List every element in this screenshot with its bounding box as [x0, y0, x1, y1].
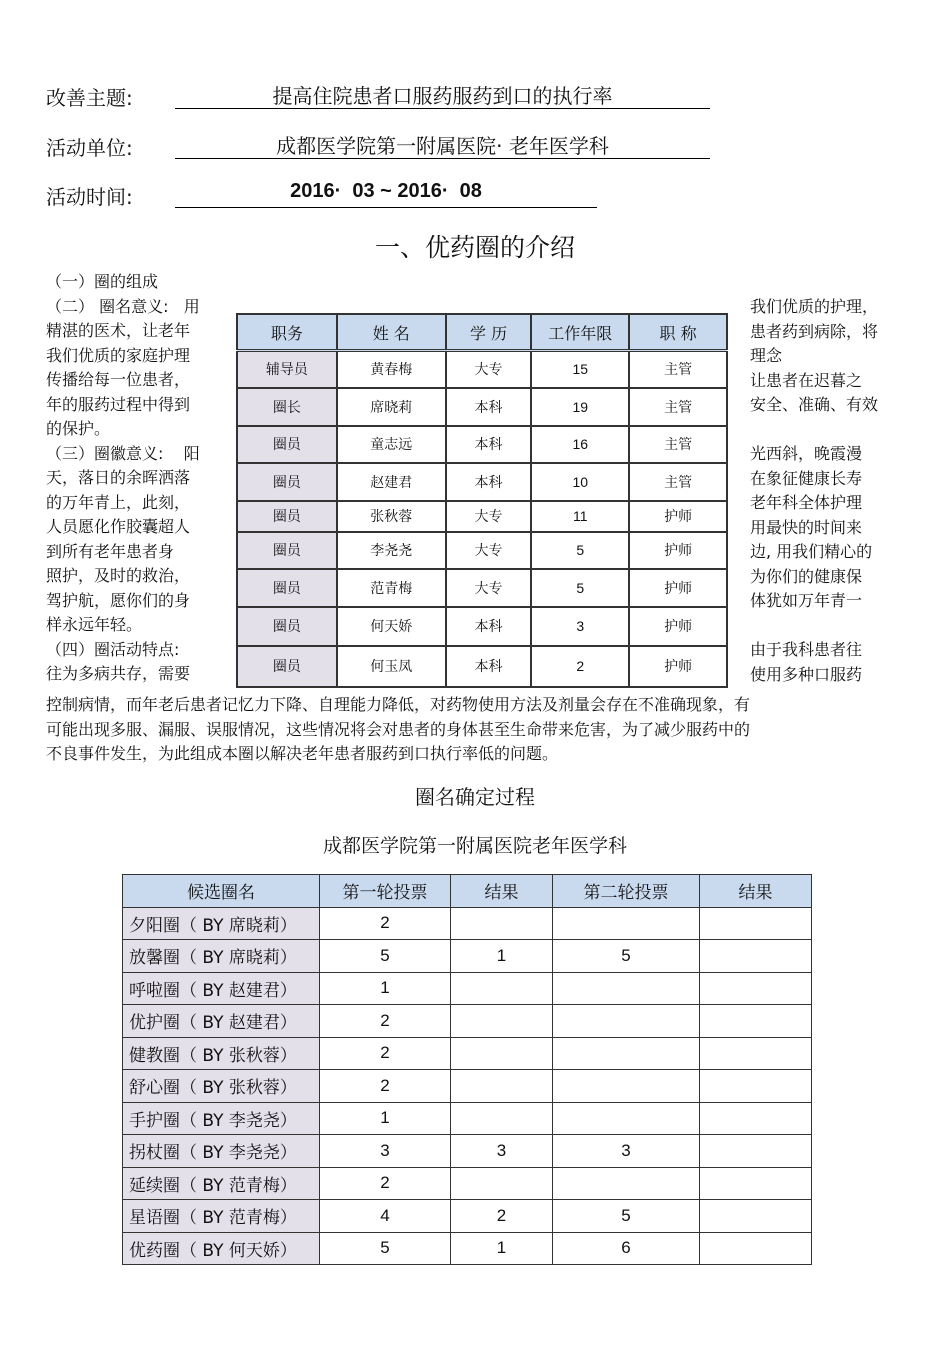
text-line: 年的服药过程中得到	[46, 394, 191, 414]
name-cell: 赵建君	[337, 463, 446, 501]
education-cell: 本科	[446, 463, 532, 501]
naming-subtitle: 成都医学院第一附属医院老年医学科	[322, 835, 627, 857]
years-cell: 5	[531, 569, 629, 607]
result1-cell	[451, 1167, 553, 1200]
result1-cell: 1	[451, 1232, 553, 1265]
round2-cell	[553, 1102, 700, 1135]
title-cell: 护师	[629, 532, 727, 569]
col-header-round2: 第二轮投票	[553, 875, 700, 908]
text-line: 患者药到病除，将	[750, 321, 879, 341]
text-line: 让患者在迟暮之	[750, 370, 863, 390]
round1-cell: 2	[320, 1070, 451, 1103]
candidate-cell: 放馨圈（ BY 席晓莉）	[123, 940, 320, 973]
col-header-title: 职 称	[629, 314, 727, 351]
result2-cell	[700, 907, 812, 940]
round2-cell	[553, 1167, 700, 1200]
table-row	[237, 501, 727, 532]
name-cell: 童志远	[337, 426, 446, 463]
role-cell: 辅导员	[237, 351, 337, 388]
name-cell: 范青梅	[337, 569, 446, 607]
col-header-result1: 结果	[451, 875, 553, 908]
round1-cell: 1	[320, 1102, 451, 1135]
education-cell: 大专	[446, 569, 532, 607]
title-cell: 主管	[629, 351, 727, 388]
name-cell: 何玉凤	[337, 646, 446, 687]
years-cell: 15	[531, 351, 629, 388]
table-row	[123, 1102, 812, 1135]
round2-cell: 3	[553, 1135, 700, 1168]
text-line: 驾护航，愿你们的身	[46, 590, 191, 610]
round1-cell: 2	[320, 1167, 451, 1200]
candidate-cell: 健教圈（ BY 张秋蓉）	[123, 1037, 320, 1070]
votes-table	[122, 874, 812, 1265]
title-cell: 护师	[629, 569, 727, 607]
text-line: 光西斜，晚霞漫	[750, 444, 863, 463]
col-header-education: 学 历	[446, 314, 532, 351]
result2-cell	[700, 1005, 812, 1038]
table-row	[123, 1070, 812, 1103]
table-row	[123, 907, 812, 940]
text-line: 我们优质的家庭护理	[46, 345, 191, 365]
education-cell: 本科	[446, 607, 532, 646]
text-line: （三）圈徽意义: 阳	[46, 443, 200, 463]
round2-cell	[553, 1037, 700, 1070]
text-line: 在象征健康长寿	[750, 468, 863, 488]
table-row	[237, 646, 727, 687]
candidate-cell: 延续圈（ BY 范青梅）	[123, 1167, 320, 1200]
text-line: （一）圈的组成	[46, 272, 159, 291]
table-row	[237, 607, 727, 646]
title-cell: 护师	[629, 501, 727, 532]
years-cell: 11	[531, 501, 629, 532]
members-table	[236, 313, 728, 688]
text-line: 控制病情，而年老后患者记忆力下降、自理能力降低，对药物使用方法及剂量会存在不准确现象，有	[46, 695, 751, 714]
result2-cell	[700, 972, 812, 1005]
round2-cell	[553, 1070, 700, 1103]
time-value: 2016· 03 ~ 2016· 08	[175, 180, 597, 208]
text-line	[750, 614, 940, 639]
role-cell: 圈员	[237, 463, 337, 501]
round2-cell	[553, 907, 700, 940]
text-line: 到所有老年患者身	[46, 541, 175, 561]
round2-cell: 5	[553, 940, 700, 973]
round2-cell: 6	[553, 1232, 700, 1265]
result2-cell	[700, 1200, 812, 1233]
candidate-cell: 舒心圈（ BY 张秋蓉）	[123, 1070, 320, 1103]
time-label: 活动时间:	[46, 185, 133, 209]
role-cell: 圈员	[237, 646, 337, 687]
education-cell: 本科	[446, 426, 532, 463]
candidate-cell: 优药圈（ BY 何天娇）	[123, 1232, 320, 1265]
votes-header-row	[123, 875, 812, 908]
name-cell: 张秋蓉	[337, 501, 446, 532]
round1-cell: 3	[320, 1135, 451, 1168]
table-row	[123, 972, 812, 1005]
candidate-cell: 夕阳圈（ BY 席晓莉）	[123, 907, 320, 940]
table-row	[123, 940, 812, 973]
col-header-years: 工作年限	[531, 314, 629, 351]
col-header-result2: 结果	[700, 875, 812, 908]
bottom-paragraph	[46, 693, 906, 767]
result2-cell	[700, 1135, 812, 1168]
text-line: 安全、准确、有效	[750, 395, 879, 414]
years-cell: 16	[531, 426, 629, 463]
role-cell: 圈员	[237, 569, 337, 607]
title-cell: 主管	[629, 388, 727, 426]
table-row	[123, 1167, 812, 1200]
round2-cell	[553, 1005, 700, 1038]
round1-cell: 4	[320, 1200, 451, 1233]
candidate-cell: 优护圈（ BY 赵建君）	[123, 1005, 320, 1038]
result2-cell	[700, 1102, 812, 1135]
result1-cell	[451, 1070, 553, 1103]
education-cell: 大专	[446, 351, 532, 388]
role-cell: 圈员	[237, 426, 337, 463]
result1-cell	[451, 1102, 553, 1135]
candidate-cell: 星语圈（ BY 范青梅）	[123, 1200, 320, 1233]
role-cell: 圈员	[237, 532, 337, 569]
table-row	[237, 532, 727, 569]
result2-cell	[700, 1037, 812, 1070]
text-line: 使用多种口服药	[750, 664, 863, 684]
unit-label: 活动单位:	[46, 136, 133, 160]
text-line: 老年科全体护理	[750, 493, 863, 512]
result1-cell	[451, 972, 553, 1005]
result1-cell: 1	[451, 940, 553, 973]
text-line: （四）圈活动特点:	[46, 639, 180, 659]
text-line: 传播给每一位患者，	[46, 370, 191, 389]
text-line: 体犹如万年青一	[750, 591, 863, 610]
result1-cell: 3	[451, 1135, 553, 1168]
round1-cell: 2	[320, 907, 451, 940]
text-line	[750, 418, 940, 443]
text-line: 精湛的医术，让老年	[46, 321, 191, 340]
result2-cell	[700, 1167, 812, 1200]
result1-cell	[451, 907, 553, 940]
title-cell: 主管	[629, 463, 727, 501]
text-line: 由于我科患者往	[750, 640, 863, 659]
unit-value: 成都医学院第一附属医院· 老年医学科	[175, 130, 710, 159]
right-text-column	[750, 295, 940, 687]
round1-cell: 5	[320, 1232, 451, 1265]
result2-cell	[700, 940, 812, 973]
text-line: 可能出现多服、漏服、误服情况，这些情况将会对患者的身体甚至生命带来危害，为了减少服药中的	[46, 719, 751, 739]
education-cell: 本科	[446, 646, 532, 687]
education-cell: 本科	[446, 388, 532, 426]
table-row	[237, 463, 727, 501]
text-line: 人员愿化作胶囊超人	[46, 517, 191, 536]
members-header-row	[237, 314, 727, 351]
years-cell: 10	[531, 463, 629, 501]
result2-cell	[700, 1070, 812, 1103]
role-cell: 圈长	[237, 388, 337, 426]
table-row	[237, 569, 727, 607]
text-line: 为你们的健康保	[750, 566, 863, 586]
topic-label: 改善主题:	[46, 86, 133, 110]
round1-cell: 5	[320, 940, 451, 973]
role-cell: 圈员	[237, 501, 337, 532]
text-line: 不良事件发生，为此组成本圈以解决老年患者服药到口执行率低的问题。	[46, 744, 559, 763]
years-cell: 5	[531, 532, 629, 569]
round2-cell	[553, 972, 700, 1005]
text-line: 的保护。	[46, 419, 111, 438]
education-cell: 大专	[446, 501, 532, 532]
text-line: 用最快的时间来	[750, 517, 863, 537]
text-line: 样永远年轻。	[46, 615, 143, 634]
candidate-cell: 呼啦圈（ BY 赵建君）	[123, 972, 320, 1005]
result1-cell	[451, 1037, 553, 1070]
table-row	[123, 1135, 812, 1168]
candidate-cell: 拐杖圈（ BY 李尧尧）	[123, 1135, 320, 1168]
text-line: 照护，及时的救治，	[46, 566, 191, 585]
table-row	[237, 388, 727, 426]
round1-cell: 2	[320, 1005, 451, 1038]
table-row	[123, 1232, 812, 1265]
round2-cell: 5	[553, 1200, 700, 1233]
round1-cell: 1	[320, 972, 451, 1005]
candidate-cell: 手护圈（ BY 李尧尧）	[123, 1102, 320, 1135]
round1-cell: 2	[320, 1037, 451, 1070]
col-header-candidate: 候选圈名	[123, 875, 320, 908]
text-line: 理念	[750, 346, 783, 365]
title-cell: 主管	[629, 426, 727, 463]
text-line: 边, 用我们精心的	[750, 542, 873, 561]
education-cell: 大专	[446, 532, 532, 569]
left-text-column	[46, 270, 231, 687]
naming-title: 圈名确定过程	[415, 785, 535, 809]
result1-cell	[451, 1005, 553, 1038]
name-cell: 黄春梅	[337, 351, 446, 388]
text-line: 的万年青上，此刻，	[46, 492, 191, 512]
name-cell: 李尧尧	[337, 532, 446, 569]
text-line: 我们优质的护理，	[750, 297, 879, 316]
topic-value: 提高住院患者口服药服药到口的执行率	[175, 80, 710, 109]
table-row	[237, 426, 727, 463]
table-row	[123, 1037, 812, 1070]
col-header-round1: 第一轮投票	[320, 875, 451, 908]
result2-cell	[700, 1232, 812, 1265]
table-row	[123, 1200, 812, 1233]
title-cell: 护师	[629, 646, 727, 687]
table-row	[123, 1005, 812, 1038]
table-row	[237, 351, 727, 388]
text-line: 往为多病共存，需要	[46, 664, 191, 683]
title-cell: 护师	[629, 607, 727, 646]
col-header-name: 姓 名	[337, 314, 446, 351]
years-cell: 3	[531, 607, 629, 646]
years-cell: 2	[531, 646, 629, 687]
section-title: 一、优药圈的介绍	[374, 233, 575, 262]
text-line: （二） 圈名意义: 用	[46, 296, 200, 316]
name-cell: 何天娇	[337, 607, 446, 646]
result1-cell: 2	[451, 1200, 553, 1233]
years-cell: 19	[531, 388, 629, 426]
text-line: 天，落日的余晖洒落	[46, 468, 191, 487]
name-cell: 席晓莉	[337, 388, 446, 426]
col-header-role: 职务	[237, 314, 337, 351]
role-cell: 圈员	[237, 607, 337, 646]
